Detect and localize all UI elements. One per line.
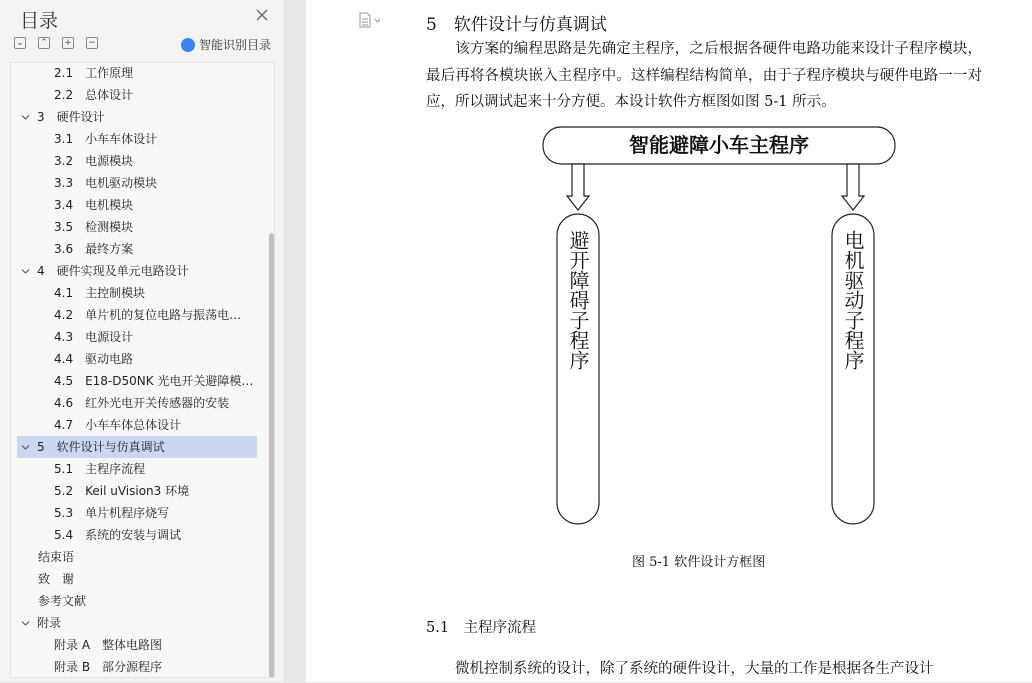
toc-tree: [10, 62, 275, 678]
toc-item[interactable]: [11, 194, 257, 216]
toc-item[interactable]: [11, 568, 257, 590]
toc-scrollbar[interactable]: [269, 233, 274, 678]
chevron-down-icon[interactable]: [21, 267, 30, 276]
toc-item-label: 4.4 驱动电路: [54, 352, 134, 366]
diagram-right-label: 电机驱动子程序: [841, 230, 865, 370]
toc-item-label: 参考文献: [38, 594, 87, 608]
toc-item[interactable]: [11, 634, 257, 656]
toc-item-label: 5.3 单片机程序烧写: [54, 506, 170, 520]
toc-item[interactable]: [11, 282, 257, 304]
toc-item-label: 致 谢: [38, 572, 75, 586]
toc-item[interactable]: [11, 84, 257, 106]
toc-item[interactable]: [11, 326, 257, 348]
toc-item-label: 3 硬件设计: [37, 110, 105, 124]
toc-item-label: 3.2 电源模块: [54, 154, 134, 168]
toc-item-label: 5.4 系统的安装与调试: [54, 528, 182, 542]
sidebar-title: 目录: [20, 10, 59, 32]
toc-item[interactable]: [11, 238, 257, 260]
toc-item-label: 4.2 单片机的复位电路与振荡电…: [54, 308, 242, 322]
toc-item[interactable]: [11, 62, 257, 84]
toc-item[interactable]: [11, 150, 257, 172]
toc-item-label: 3.1 小车车体设计: [54, 132, 158, 146]
collapse-all-button[interactable]: ⌄: [14, 37, 26, 49]
smart-toc-label: 智能识别目录: [199, 38, 272, 52]
toc-item[interactable]: [17, 436, 257, 458]
toc-item[interactable]: [11, 392, 257, 414]
toc-item[interactable]: [11, 414, 257, 436]
toc-item-label: 5.2 Keil uVision3 环境: [54, 484, 190, 498]
toc-item[interactable]: [11, 348, 257, 370]
toc-item[interactable]: [11, 656, 257, 678]
toc-item-label: 2.2 总体设计: [54, 88, 134, 102]
arrow-right: [842, 164, 864, 210]
toc-item[interactable]: [11, 106, 257, 128]
expand-all-button[interactable]: ⌃: [38, 37, 50, 49]
toc-item-label: 4.1 主控制模块: [54, 286, 146, 300]
toc-item[interactable]: [11, 480, 257, 502]
toc-item-label: 4.5 E18-D50NK 光电开关避障模…: [54, 374, 254, 388]
toc-item-label: 5.1 主程序流程: [54, 462, 146, 476]
toc-item-label: 结束语: [38, 550, 75, 564]
toc-item[interactable]: [11, 260, 257, 282]
add-heading-button[interactable]: +: [62, 37, 74, 49]
toc-item[interactable]: [11, 172, 257, 194]
smart-toc-button[interactable]: [181, 36, 271, 53]
toc-item-label: 附录 B 部分源程序: [54, 660, 163, 674]
subsection-heading: 5.1 主程序流程: [426, 620, 537, 636]
toc-item-label: 3.5 检测模块: [54, 220, 134, 234]
software-block-diagram: [540, 124, 900, 529]
toc-item-label: 4.7 小车车体总体设计: [54, 418, 182, 432]
toc-item[interactable]: [11, 128, 257, 150]
arrow-left: [567, 164, 589, 210]
toc-item[interactable]: [11, 590, 257, 612]
figure-caption: 图 5-1 软件设计方框图: [632, 555, 766, 570]
close-icon[interactable]: [254, 7, 270, 23]
toc-item-label: 3.4 电机模块: [54, 198, 134, 212]
toc-item-label: 附录: [37, 616, 62, 630]
toc-item-label: 4.3 电源设计: [54, 330, 134, 344]
toc-sidebar: [0, 0, 285, 682]
paragraph-main-flow: 微机控制系统的设计，除了系统的硬件设计，大量的工作是根据各生产设计: [426, 661, 934, 677]
ai-icon: [181, 38, 195, 52]
chevron-down-icon[interactable]: [21, 443, 30, 452]
toc-item-label: 附录 A 整体电路图: [54, 638, 163, 652]
toc-item[interactable]: [11, 502, 257, 524]
toc-item[interactable]: [11, 612, 257, 634]
toc-item-label: 5 软件设计与仿真调试: [37, 440, 165, 454]
toc-item[interactable]: [11, 546, 257, 568]
diagram-left-label: 避开障碍子程序: [566, 230, 590, 370]
remove-heading-button[interactable]: −: [86, 37, 98, 49]
chevron-down-icon[interactable]: [21, 113, 30, 122]
section-heading: 5 软件设计与仿真调试: [426, 15, 607, 35]
toc-item[interactable]: [11, 370, 257, 392]
toc-item-label: 4 硬件实现及单元电路设计: [37, 264, 189, 278]
toc-item-label: 2.1 工作原理: [54, 66, 134, 80]
toc-item[interactable]: [11, 524, 257, 546]
toc-item[interactable]: [11, 216, 257, 238]
toc-item-label: 3.3 电机驱动模块: [54, 176, 158, 190]
paragraph-intro: 该方案的编程思路是先确定主程序，之后根据各硬件电路功能来设计子程序模块，最后再将各模块嵌入主程序中。这样编程结构简单，由于子程序模块与硬件电路一一对应，所以调试起来十分方便。本设计软件方框图如图 5-1 所示。: [426, 41, 982, 111]
diagram-main-label: 智能避障小车主程序: [629, 133, 809, 157]
chevron-down-icon[interactable]: [21, 619, 30, 628]
toc-item-label: 4.6 红外光电开关传感器的安装: [54, 396, 230, 410]
toc-item[interactable]: [11, 458, 257, 480]
toc-item[interactable]: [11, 304, 257, 326]
toc-item-label: 3.6 最终方案: [54, 242, 134, 256]
document-icon[interactable]: [358, 12, 382, 28]
